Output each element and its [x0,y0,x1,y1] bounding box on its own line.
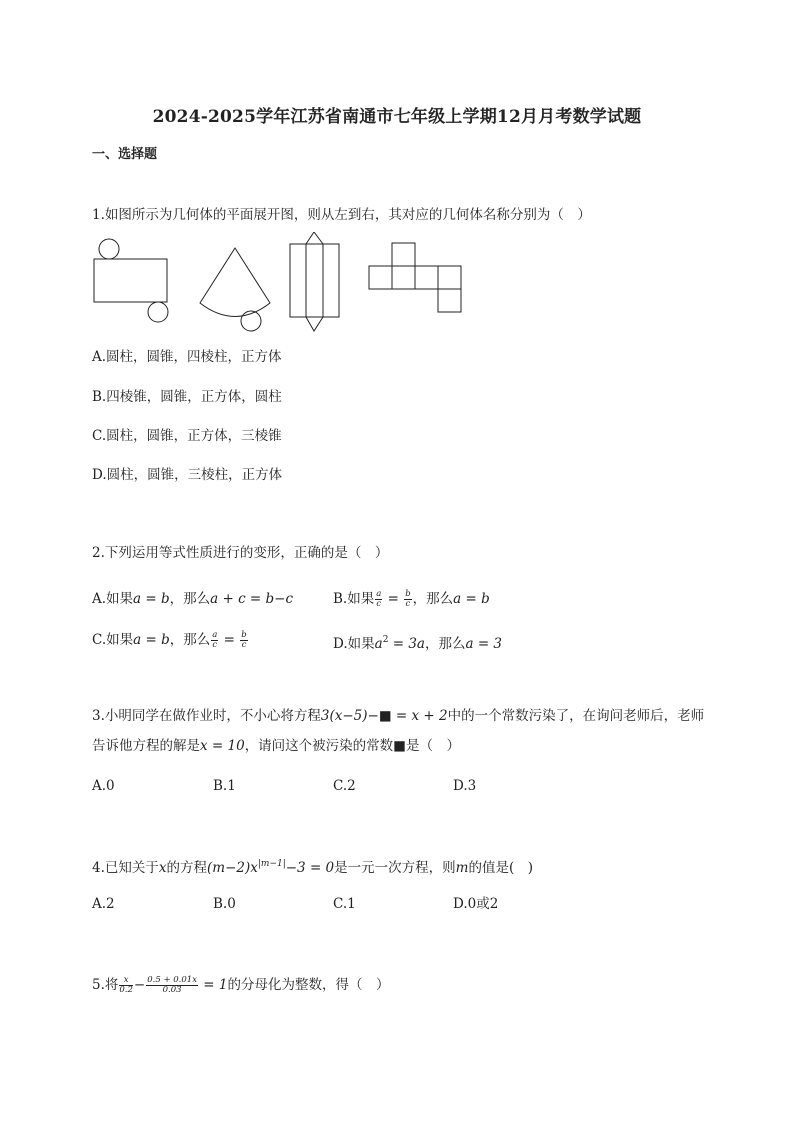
question-2-option-d: D.如果$a^2 = 3a$，那么a = 3 [333,635,503,652]
question-3-option-a: A.0 [92,778,115,794]
cylinder-net-figure [94,239,168,322]
fraction: $\frac{0.5 + 0.01x}{0.03}$ [147,975,197,995]
question-1-option-b: B.四棱锥，圆锥，正方体，圆柱 [92,389,282,405]
question-4-option-a: A.2 [92,896,115,912]
cube-net-figure [369,243,461,312]
question-2-option-c: C.如果a = b，那么 $\frac{a}{c}$ = $\frac{b}{c}$ [92,630,247,650]
question-1-option-a: A.圆柱，圆锥，四棱柱，正方体 [92,349,282,365]
question-4-stem: 4.已知关于x的方程$(m-2)x^{|m-1|}-3 = 0$是一元一次方程，则m的值是( ) [92,859,533,876]
question-3-stem-line-2: 告诉他方程的解是x = 10，请问这个被污染的常数■是（ ） [92,738,460,754]
prism-net-figure [290,232,339,331]
section-heading: 一、选择题 [92,147,158,162]
question-1-option-d: D.圆柱，圆锥，三棱柱，正方体 [92,467,283,483]
cone-net-figure [200,248,270,331]
question-3-option-b: B.1 [213,778,236,794]
question-1-stem: 1.如图所示为几何体的平面展开图，则从左到右，其对应的几何体名称分别为（ ） [92,207,591,223]
fraction: $\frac{a}{c}$ [212,630,218,650]
question-2-stem: 2.下列运用等式性质进行的变形，正确的是（ ） [92,545,389,561]
question-1-option-c: C.圆柱，圆锥，正方体，三棱锥 [92,428,282,444]
question-2-option-b: B.如果 $\frac{a}{c}$ = $\frac{b}{c}$ ，那么a = b [333,589,490,609]
question-4-option-b: B.0 [213,896,236,912]
net-figures [92,232,472,337]
page-title: 2024-2025学年江苏省南通市七年级上学期12月月考数学试题 [152,107,642,127]
question-3-option-d: D.3 [453,778,477,794]
fraction: $\frac{a}{c}$ [376,589,382,609]
fraction: $\frac{b}{c}$ [405,589,411,609]
fraction: $\frac{x}{0.2}$ [119,975,133,995]
fraction: $\frac{b}{c}$ [241,630,247,650]
question-3-stem-line-1: 3.小明同学在做作业时，不小心将方程3(x−5)−■ = x + 2中的一个常数污染了，在询问老师后，老师 [92,708,705,724]
question-3-option-c: C.2 [333,778,356,794]
question-4-option-d: D.0或2 [453,896,499,912]
question-4-option-c: C.1 [333,896,356,912]
question-5-stem: 5.将 $\frac{x}{0.2}$ − $\frac{0.5 + 0.01x}{0.03}$ = 1的分母化为整数，得（ ） [92,975,390,995]
question-2-option-a: A.如果a = b，那么a + c = b−c [92,591,294,607]
